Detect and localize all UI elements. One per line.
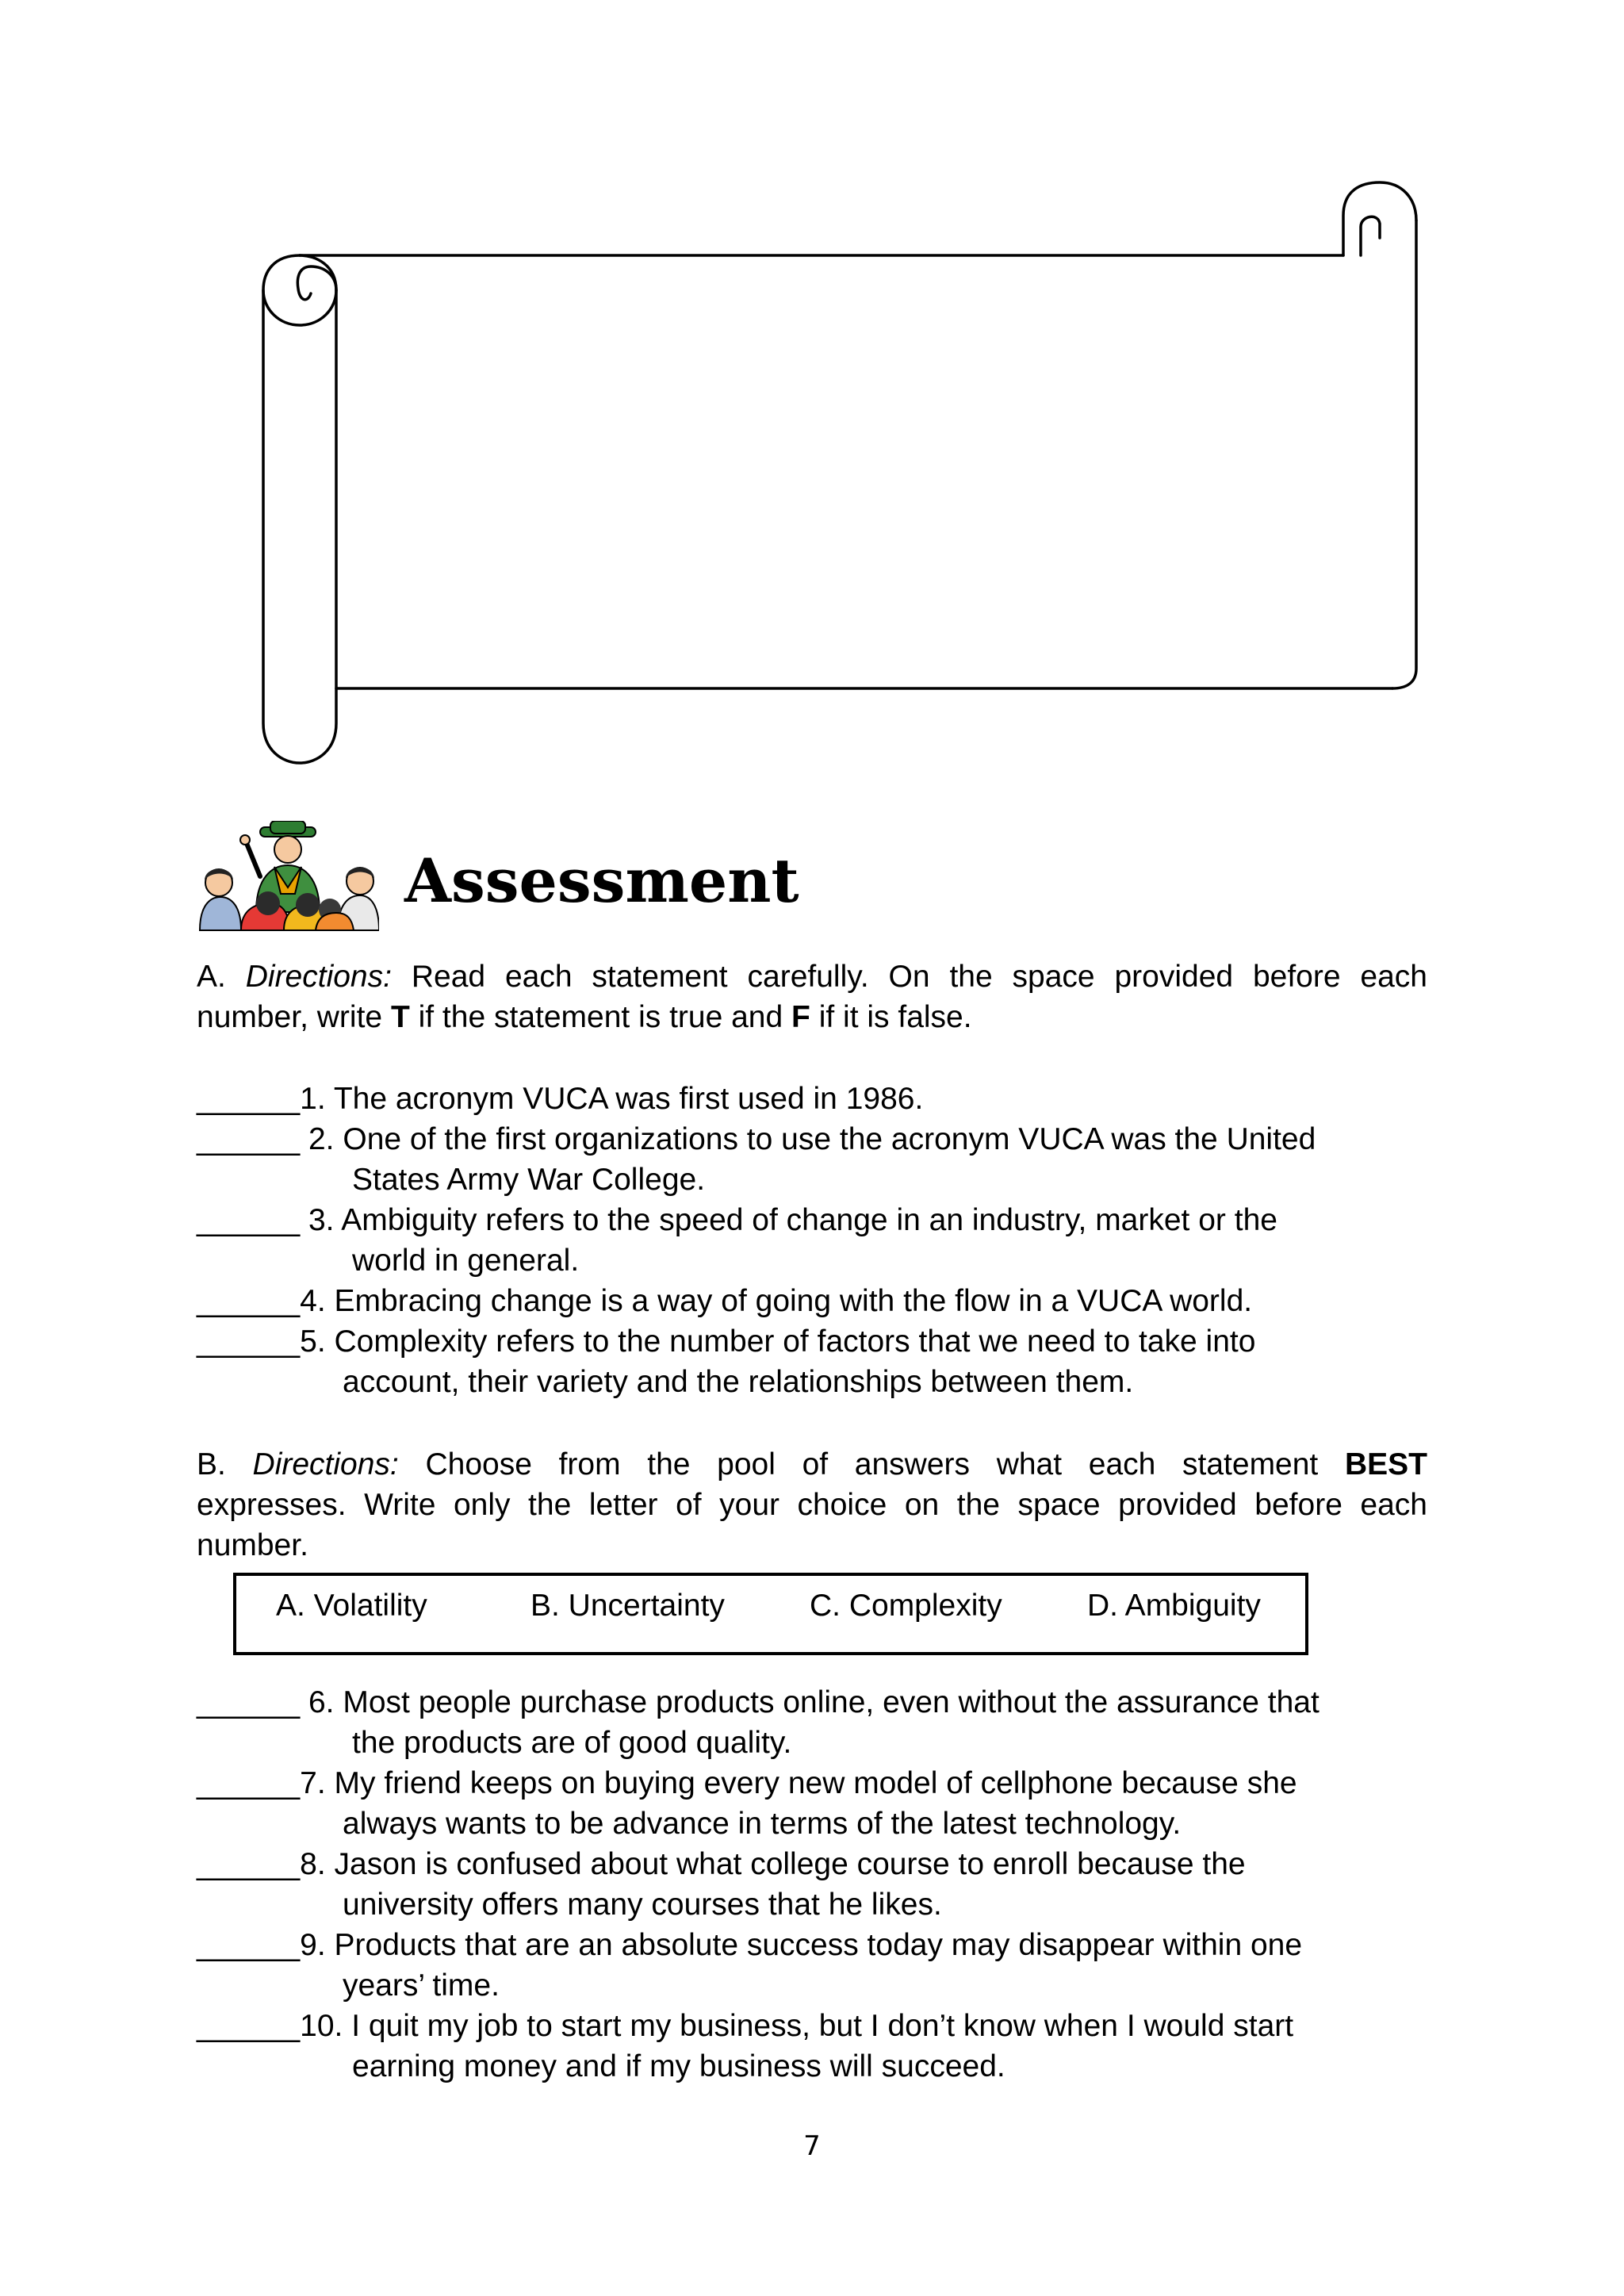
answer-blank[interactable]: ______ <box>197 1122 301 1156</box>
question-item-9: ______9. Products that are an absolute success today may disappear within one <box>197 1925 1302 1965</box>
question-item-4: ______4. Embracing change is a way of going with the flow in a VUCA world. <box>197 1281 1252 1321</box>
answer-blank[interactable]: ______ <box>197 1847 301 1881</box>
teacher-with-students-icon <box>197 821 379 932</box>
part-b-directions-line-3: number. <box>197 1528 308 1562</box>
choice-b: B. Uncertainty <box>530 1589 725 1623</box>
question-item-7: ______7. My friend keeps on buying every new model of cellphone because she <box>197 1763 1297 1803</box>
answer-blank[interactable]: ______ <box>197 1203 301 1237</box>
answer-blank[interactable]: ______ <box>197 1928 301 1962</box>
part-b-directions-line-2: expresses. Write only the letter of your choice on the space provided before each <box>197 1488 1427 1522</box>
question-item-6-continuation: the products are of good quality. <box>352 1726 792 1760</box>
question-item-10: ______10. I quit my job to start my business, but I don’t know when I would start <box>197 2006 1293 2046</box>
question-item-2-continuation: States Army War College. <box>352 1163 706 1197</box>
answer-blank[interactable]: ______ <box>197 2009 301 2043</box>
question-item-8: ______8. Jason is confused about what college course to enroll because the <box>197 1844 1246 1884</box>
choice-a: A. Volatility <box>276 1589 427 1623</box>
question-item-3-continuation: world in general. <box>352 1244 580 1278</box>
scroll-banner <box>0 0 1624 793</box>
question-item-5-continuation: account, their variety and the relationships between them. <box>343 1365 1134 1399</box>
question-item-5: ______5. Complexity refers to the number of factors that we need to take into <box>197 1321 1255 1362</box>
part-b-directions-line-1: B. Directions: Choose from the pool of answers what each statement BEST <box>197 1447 1427 1481</box>
answer-blank[interactable]: ______ <box>197 1324 301 1359</box>
part-a-directions-line-2: number, write T if the statement is true and F if it is false. <box>197 1000 972 1034</box>
question-item-3: ______ 3. Ambiguity refers to the speed of change in an industry, market or the <box>197 1200 1277 1240</box>
question-item-1: ______1. The acronym VUCA was first used in 1986. <box>197 1079 923 1119</box>
answer-blank[interactable]: ______ <box>197 1082 301 1116</box>
choice-d: D. Ambiguity <box>1087 1589 1261 1623</box>
question-item-9-continuation: years’ time. <box>343 1968 500 2003</box>
page-number: 7 <box>803 2130 821 2162</box>
question-item-10-continuation: earning money and if my business will succeed. <box>352 2049 1005 2083</box>
answer-blank[interactable]: ______ <box>197 1685 301 1719</box>
assessment-title: Assessment <box>404 845 799 916</box>
answer-pool-box <box>233 1573 1308 1655</box>
question-item-7-continuation: always wants to be advance in terms of the latest technology. <box>343 1807 1182 1841</box>
choice-c: C. Complexity <box>810 1589 1002 1623</box>
question-item-2: ______ 2. One of the first organizations to use the acronym VUCA was the United <box>197 1119 1316 1159</box>
answer-blank[interactable]: ______ <box>197 1766 301 1800</box>
question-item-6: ______ 6. Most people purchase products online, even without the assurance that <box>197 1682 1320 1723</box>
answer-blank[interactable]: ______ <box>197 1284 301 1318</box>
question-item-8-continuation: university offers many courses that he likes. <box>343 1888 942 1922</box>
part-a-directions-line-1: A. Directions: Read each statement carefully. On the space provided before each <box>197 960 1427 994</box>
